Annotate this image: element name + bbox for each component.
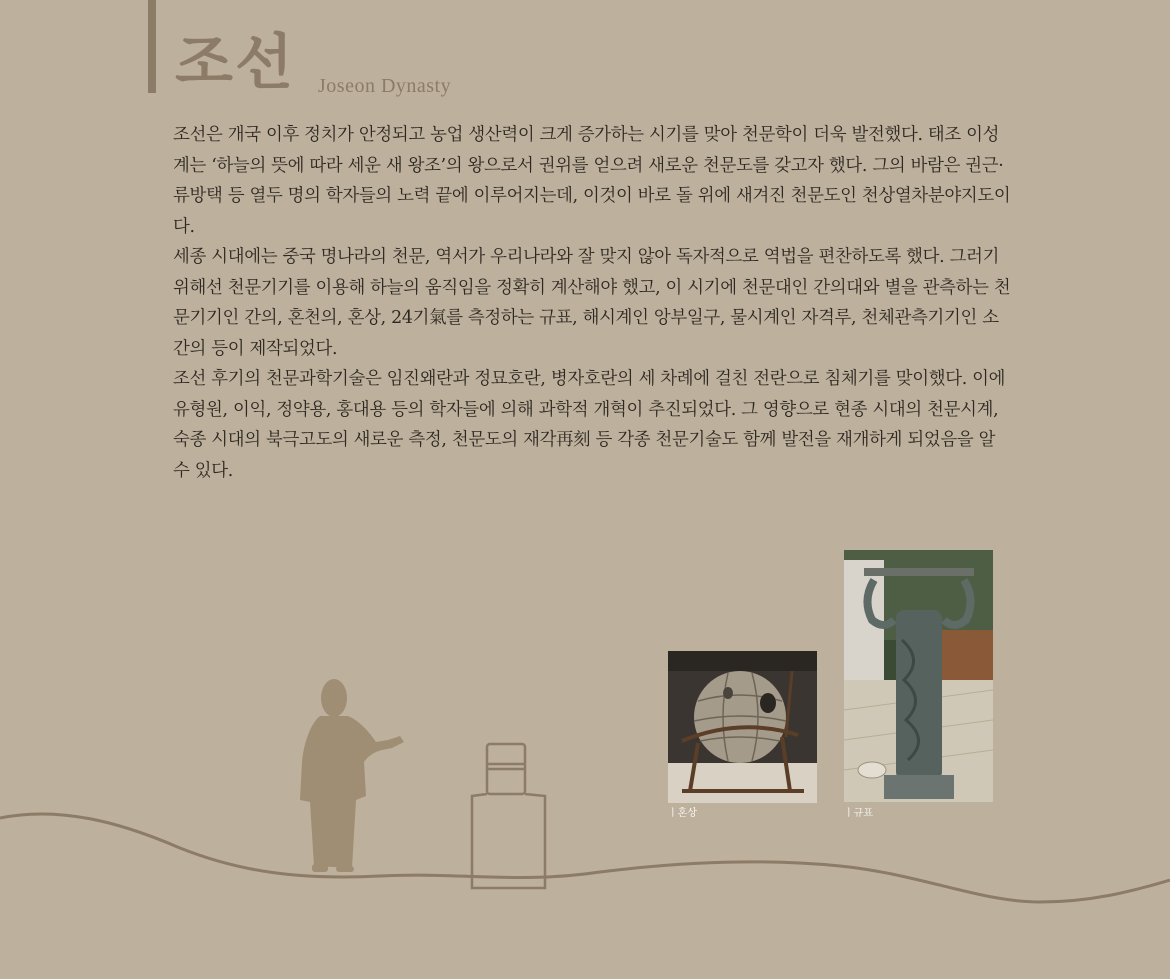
page-title: 조선 <box>175 28 295 98</box>
vessel-outline <box>472 744 545 888</box>
paragraph-founding: 조선은 개국 이후 정치가 안정되고 농업 생산력이 크게 증가하는 시기를 맞아 천문학이 더욱 발전했다. 태조 이성계는 ‘하늘의 뜻에 따라 세운 새 왕조’의 왕으로서 권위를 얻으려 새로운 천문도를 갖고자 했다. 그의 바람은 권근·류방택 등 열두 명의 학자들의 노력 끝에 이루어지는데, 이것이 바로 돌 위에 새겨진 천문도인 천상열차분야지도이다. <box>173 125 1011 237</box>
gnomon-icon <box>844 550 993 802</box>
body-text <box>173 120 1013 486</box>
celestial-globe-photo <box>668 651 817 803</box>
celestial-globe-caption: ㅣ혼상 <box>668 808 697 819</box>
gnomon-caption: ㅣ규표 <box>844 808 873 819</box>
scholar-figure-silhouette <box>300 679 404 872</box>
celestial-globe-icon <box>668 651 817 803</box>
title-accent-bar <box>148 0 156 93</box>
wavy-ground-line <box>0 814 1170 902</box>
paragraph-sejong: 세종 시대에는 중국 명나라의 천문, 역서가 우리나라와 잘 맞지 않아 독자적으로 역법을 편찬하도록 했다. 그러기 위해선 천문기기를 이용해 하늘의 움직임을 정확히 계산해야 했고, 이 시기에 천문대인 간의대와 별을 관측하는 천문기기인 간의, 혼천의, 혼상, 24기氣를 측정하는 규표, 해시계인 앙부일구, 물시계인 자격루, 천체관측기기인 소간의 등이 제작되었다. <box>173 247 1011 359</box>
gnomon-photo <box>844 550 993 802</box>
paragraph-late-joseon: 조선 후기의 천문과학기술은 임진왜란과 정묘호란, 병자호란의 세 차례에 걸친 전란으로 침체기를 맞이했다. 이에 유형원, 이익, 정약용, 홍대용 등의 학자들에 의해 과학적 개혁이 추진되었다. 그 영향으로 현종 시대의 천문시계, 숙종 시대의 북극고도의 새로운 측정, 천문도의 재각再刻 등 각종 천문기술도 함께 발전을 재개하게 되었음을 알 수 있다. <box>173 369 1006 481</box>
page-subtitle: Joseon Dynasty <box>318 75 452 97</box>
